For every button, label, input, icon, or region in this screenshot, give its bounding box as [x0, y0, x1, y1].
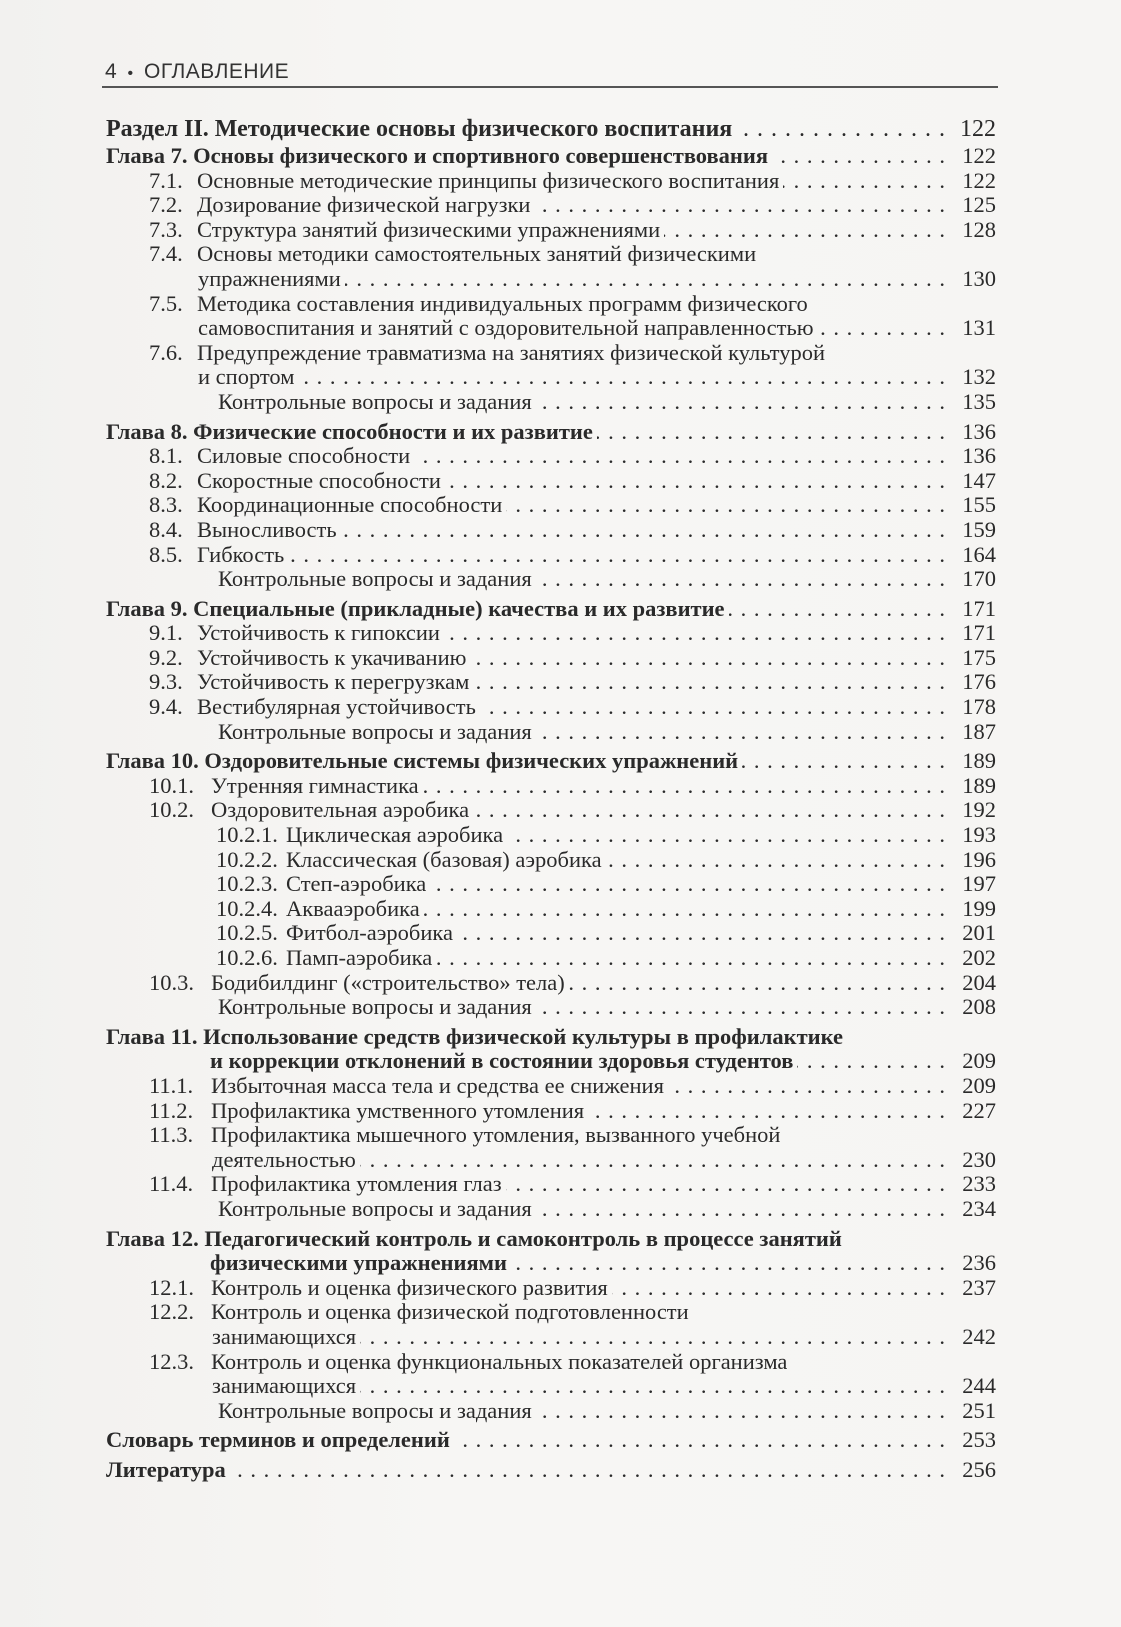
toc-number: 10.2. [149, 797, 194, 823]
toc-title: Аквааэробика [286, 896, 420, 921]
toc-number: 10.2.3. [216, 871, 278, 897]
toc-page: 199 [962, 895, 996, 921]
toc-page: 130 [962, 265, 996, 291]
toc-title: Гибкость [197, 542, 285, 567]
toc-number: 10.2.5. [216, 920, 278, 946]
toc-item[interactable] [106, 444, 996, 469]
toc-page: 256 [962, 1456, 996, 1482]
toc-questions[interactable] [106, 995, 996, 1020]
toc-number: 10.2.1. [216, 822, 278, 848]
running-head [105, 60, 289, 84]
toc-page: 204 [962, 969, 996, 995]
toc-title: упражнениями [198, 266, 341, 291]
toc-chapter-continuation[interactable] [106, 1049, 996, 1074]
toc-item[interactable] [106, 798, 996, 823]
toc-title: Координационные способности [197, 493, 503, 518]
toc-number: 8.5. [149, 541, 183, 567]
toc-chapter[interactable] [106, 749, 996, 774]
toc-item-continuation[interactable] [106, 1325, 996, 1350]
toc-title: Устойчивость к перегрузкам [197, 670, 470, 695]
toc-page: 136 [962, 418, 996, 444]
toc-number: 7.5. [149, 290, 183, 316]
toc-title: Силовые способности [197, 444, 411, 469]
toc-title: Скоростные способности [197, 468, 441, 493]
toc-page: 251 [962, 1397, 996, 1423]
toc-number: 7.4. [149, 241, 183, 267]
toc-page: 176 [962, 669, 996, 695]
toc-subitem[interactable] [106, 872, 996, 897]
toc-title: деятельностью [212, 1147, 356, 1172]
toc-item[interactable] [106, 621, 996, 646]
table-of-contents [106, 114, 996, 1482]
toc-page: 155 [962, 492, 996, 518]
toc-title: Фитбол-аэробика [286, 921, 453, 946]
toc-title: Контроль и оценка физической подготовленности [211, 1300, 689, 1325]
toc-glossary[interactable] [106, 1428, 996, 1453]
toc-page: 201 [962, 920, 996, 946]
toc-page: 196 [962, 846, 996, 872]
toc-title: Контрольные вопросы и задания [218, 567, 532, 592]
toc-item[interactable] [106, 1172, 996, 1197]
toc-item[interactable] [106, 1074, 996, 1099]
toc-item[interactable] [106, 646, 996, 671]
toc-title: Классическая (базовая) аэробика [286, 847, 602, 872]
toc-item-continuation[interactable] [106, 267, 996, 292]
toc-title: Контрольные вопросы и задания [218, 719, 532, 744]
toc-chapter[interactable] [106, 597, 996, 622]
toc-item[interactable] [106, 193, 996, 218]
toc-page: 233 [962, 1171, 996, 1197]
toc-title: Контрольные вопросы и задания [218, 389, 532, 414]
toc-item[interactable] [106, 218, 996, 243]
toc-subitem[interactable] [106, 897, 996, 922]
toc-item[interactable] [106, 341, 996, 366]
toc-number: 9.4. [149, 694, 183, 720]
toc-item-continuation[interactable] [106, 316, 996, 341]
toc-page: 208 [962, 994, 996, 1020]
toc-title: Избыточная масса тела и средства ее снижения [211, 1073, 664, 1098]
toc-title: Контрольные вопросы и задания [218, 1398, 532, 1423]
toc-questions[interactable] [106, 1197, 996, 1222]
toc-title: Глава 9. Специальные (прикладные) качества и их развитие [106, 596, 725, 621]
toc-page: 237 [962, 1274, 996, 1300]
toc-number: 8.2. [149, 467, 183, 493]
toc-page: 128 [962, 216, 996, 242]
toc-questions[interactable] [106, 720, 996, 745]
toc-page: 227 [962, 1097, 996, 1123]
toc-number: 9.2. [149, 644, 183, 670]
toc-title: Контроль и оценка физического развития [211, 1275, 608, 1300]
toc-title: Дозирование физической нагрузки [197, 193, 531, 218]
toc-page: 175 [962, 644, 996, 670]
toc-title: Степ-аэробика [286, 872, 427, 897]
toc-subitem[interactable] [106, 921, 996, 946]
toc-page: 244 [962, 1373, 996, 1399]
toc-item[interactable] [106, 1099, 996, 1124]
toc-title: Контрольные вопросы и задания [218, 1196, 532, 1221]
toc-page: 122 [960, 116, 996, 142]
toc-chapter[interactable] [106, 420, 996, 445]
toc-page: 135 [962, 388, 996, 414]
toc-questions[interactable] [106, 567, 996, 592]
toc-literature[interactable] [106, 1458, 996, 1483]
toc-title: Памп-аэробика [286, 946, 433, 970]
toc-number: 11.3. [149, 1122, 194, 1148]
toc-item[interactable] [106, 670, 996, 695]
toc-title: Вестибулярная устойчивость [197, 695, 476, 720]
toc-page: 197 [962, 871, 996, 897]
toc-page: 159 [962, 516, 996, 542]
toc-number: 10.2.4. [216, 895, 278, 921]
toc-subitem[interactable] [106, 823, 996, 848]
toc-item[interactable] [106, 1123, 996, 1148]
toc-title: самовоспитания и занятий с оздоровительной направленностью [198, 316, 814, 341]
toc-title: Контрольные вопросы и задания [218, 995, 532, 1020]
toc-title: Методика составления индивидуальных программ физического [197, 291, 808, 316]
toc-number: 7.1. [149, 167, 183, 193]
toc-title: занимающихся [212, 1324, 357, 1349]
toc-page: 242 [962, 1323, 996, 1349]
toc-item[interactable] [106, 543, 996, 568]
toc-title: Утренняя гимнастика [211, 773, 419, 798]
toc-title: Основы методики самостоятельных занятий физическими [197, 242, 757, 267]
toc-title: Структура занятий физическими упражнениями [197, 217, 661, 242]
toc-title: Литература [106, 1457, 226, 1482]
toc-page: 131 [962, 315, 996, 341]
toc-number: 10.1. [149, 772, 194, 798]
toc-page: 171 [962, 595, 996, 621]
toc-number: 7.3. [149, 216, 183, 242]
toc-title: Глава 12. Педагогический контроль и самоконтроль в процессе занятий [106, 1226, 842, 1251]
toc-item-continuation[interactable] [106, 1374, 996, 1399]
toc-title: Профилактика утомления глаз [211, 1172, 502, 1197]
toc-page: 178 [962, 694, 996, 720]
toc-title: Предупреждение травматизма на занятиях физической культурой [197, 340, 826, 365]
toc-item[interactable] [106, 1300, 996, 1325]
toc-number: 7.2. [149, 192, 183, 218]
toc-page: 187 [962, 718, 996, 744]
toc-item[interactable] [106, 971, 996, 996]
toc-number: 12.1. [149, 1274, 194, 1300]
toc-page: 189 [962, 772, 996, 798]
toc-item[interactable] [106, 695, 996, 720]
header-rule [102, 86, 998, 88]
toc-page: 147 [962, 467, 996, 493]
toc-item[interactable] [106, 493, 996, 518]
toc-number: 11.1. [149, 1072, 194, 1098]
toc-title: Профилактика мышечного утомления, вызванного учебной [211, 1123, 781, 1148]
toc-title: Глава 8. Физические способности и их развитие [106, 419, 593, 444]
toc-page: 189 [962, 748, 996, 774]
toc-number: 8.1. [149, 443, 183, 469]
section-title: ОГЛАВЛЕНИЕ [143, 60, 290, 83]
toc-page: 122 [962, 143, 996, 168]
toc-title: и спортом [198, 365, 295, 390]
toc-number: 10.3. [149, 969, 194, 995]
toc-chapter[interactable] [106, 144, 996, 169]
toc-questions[interactable] [106, 390, 996, 415]
toc-item[interactable] [106, 1350, 996, 1375]
toc-title: Словарь терминов и определений [106, 1428, 450, 1453]
toc-item[interactable] [106, 242, 996, 267]
toc-page: 136 [962, 443, 996, 469]
toc-number: 8.3. [149, 492, 183, 518]
toc-page: 170 [962, 566, 996, 592]
toc-number: 11.4. [149, 1171, 194, 1197]
toc-page: 125 [962, 192, 996, 218]
toc-item-continuation[interactable] [106, 365, 996, 390]
toc-item-continuation[interactable] [106, 1148, 996, 1173]
toc-number: 10.2.2. [216, 846, 278, 872]
toc-page: 132 [962, 364, 996, 390]
toc-section[interactable] [106, 114, 996, 144]
toc-page: 193 [962, 822, 996, 848]
toc-number: 10.2.6. [216, 945, 278, 970]
bullet-icon: • [127, 65, 134, 82]
toc-item[interactable] [106, 518, 996, 543]
toc-page: 234 [962, 1195, 996, 1221]
toc-title: Раздел II. Методические основы физического воспитания [106, 116, 733, 142]
toc-page: 202 [962, 945, 996, 970]
toc-page: 171 [962, 620, 996, 646]
toc-chapter[interactable] [106, 1227, 996, 1252]
toc-title: занимающихся [212, 1374, 357, 1399]
toc-number: 11.2. [149, 1097, 194, 1123]
toc-item[interactable] [106, 469, 996, 494]
toc-number: 9.1. [149, 620, 183, 646]
toc-number: 12.3. [149, 1348, 194, 1374]
toc-number: 8.4. [149, 516, 183, 542]
page-number: 4 [105, 60, 118, 83]
toc-title: Оздоровительная аэробика [211, 798, 470, 823]
toc-subitem[interactable] [106, 946, 996, 971]
toc-title: Глава 11. Использование средств физической культуры в профилактике [106, 1024, 844, 1049]
toc-title: Циклическая аэробика [286, 823, 504, 848]
toc-title: Профилактика умственного утомления [211, 1098, 585, 1123]
toc-page: 164 [962, 541, 996, 567]
toc-title: Бодибилдинг («строительство» тела) [211, 970, 565, 995]
toc-item[interactable] [106, 292, 996, 317]
toc-questions[interactable] [106, 1399, 996, 1424]
toc-title: Устойчивость к гипоксии [197, 621, 440, 646]
toc-page: 253 [962, 1427, 996, 1453]
toc-title: Контроль и оценка функциональных показателей организма [211, 1349, 788, 1374]
toc-chapter[interactable] [106, 1025, 996, 1050]
toc-page: 209 [962, 1048, 996, 1074]
toc-item[interactable] [106, 1276, 996, 1301]
toc-item[interactable] [106, 169, 996, 194]
toc-page: 230 [962, 1146, 996, 1172]
toc-page: 192 [962, 797, 996, 823]
toc-item[interactable] [106, 774, 996, 799]
toc-number: 12.2. [149, 1299, 194, 1325]
toc-title: Устойчивость к укачиванию [197, 645, 467, 670]
toc-title: Глава 7. Основы физического и спортивного совершенствования [106, 144, 769, 168]
toc-title: Основные методические принципы физического воспитания [197, 168, 780, 193]
toc-title: Глава 10. Оздоровительные системы физических упражнений [106, 749, 739, 774]
toc-number: 9.3. [149, 669, 183, 695]
toc-number: 7.6. [149, 339, 183, 365]
toc-page: 236 [962, 1250, 996, 1276]
toc-page: 209 [962, 1072, 996, 1098]
toc-title: физическими упражнениями [210, 1251, 507, 1276]
toc-page: 122 [962, 167, 996, 193]
toc-title: Выносливость [197, 517, 337, 542]
toc-subitem[interactable] [106, 848, 996, 873]
toc-chapter-continuation[interactable] [106, 1251, 996, 1276]
toc-title: и коррекции отклонений в состоянии здоровья студентов [210, 1049, 794, 1074]
